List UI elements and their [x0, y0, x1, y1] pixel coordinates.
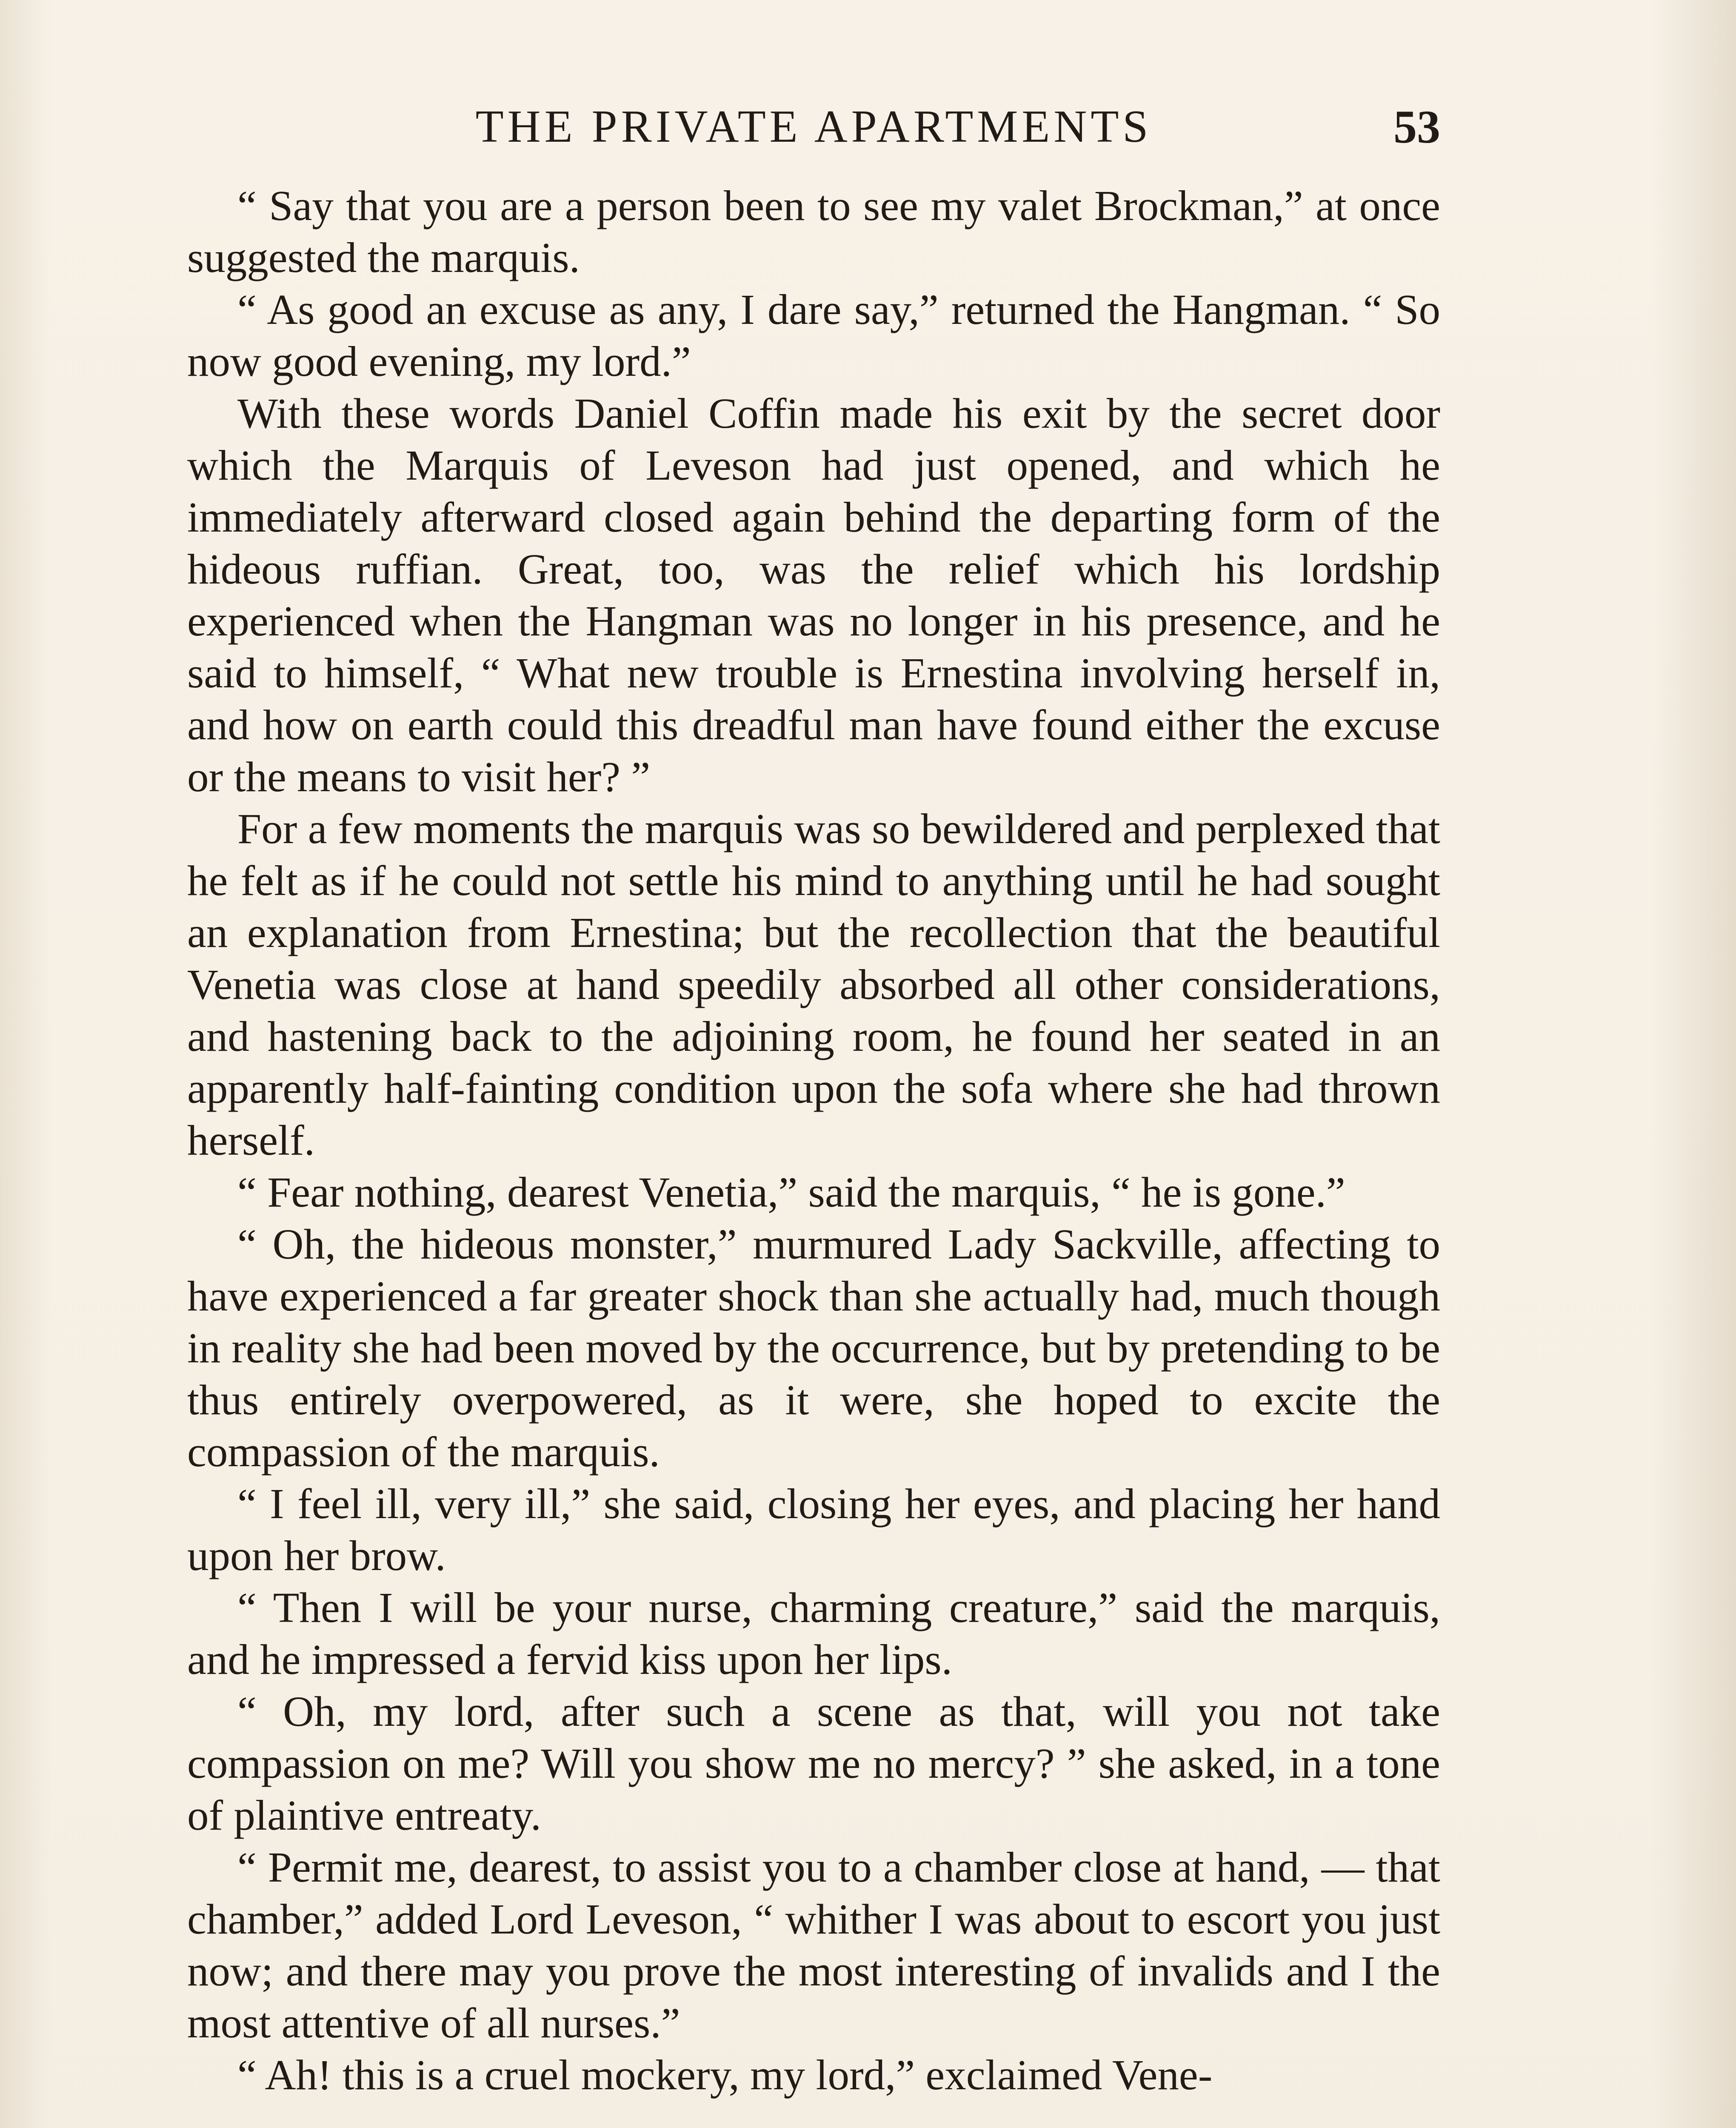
- body-text: [187, 180, 1440, 2101]
- running-head: THE PRIVATE APARTMENTS: [475, 101, 1152, 152]
- page-number: 53: [1393, 101, 1440, 153]
- paragraph-4: For a few moments the marquis was so bewildered and perplexed that he felt as if he could not settle his mind to anything until he had sought an explanation from Ernestina; but the recollection that the beautiful Venetia was close at hand speedily absorbed all other considerations, and hastening back to the adjoining room, he found her seated in an apparently half-fainting condition upon the sofa where she had thrown herself.: [187, 805, 1440, 1164]
- paragraph-6: “ Oh, the hideous monster,” murmured Lady Sackville, affecting to have experienced a far greater shock than she actually had, much though in reality she had been moved by the occurrence, but by pretending to be thus entirely overpowered, as it were, she hoped to excite the compassion of the marquis.: [187, 1220, 1440, 1476]
- paragraph-2: “ As good an excuse as any, I dare say,” returned the Hangman. “ So now good evening, my lord.”: [187, 286, 1440, 385]
- paragraph-5: “ Fear nothing, dearest Venetia,” said the marquis, “ he is gone.”: [237, 1168, 1345, 1216]
- paragraph-10: “ Permit me, dearest, to assist you to a chamber close at hand, — that chamber,” added Lord Leveson, “ whither I was about to escort you just now; and there may you prove the most interesting of invalids and I the most attentive of all nurses.”: [187, 1843, 1440, 2047]
- paragraph-3: With these words Daniel Coffin made his exit by the secret door which the Marquis of Leveson had just opened, and which he immediately afterward closed again behind the departing form of the hideous ruffian. Great, too, was the relief which his lordship experienced when the Hangman was no longer in his presence, and he said to himself, “ What new trouble is Ernestina involving herself in, and how on earth could this dreadful man have found either the excuse or the means to visit her? ”: [187, 389, 1440, 801]
- paragraph-9: “ Oh, my lord, after such a scene as that, will you not take compassion on me? Will you show me no mercy? ” she asked, in a tone of plaintive entreaty.: [187, 1688, 1440, 1839]
- paragraph-1: “ Say that you are a person been to see my valet Brockman,” at once suggested the marquis.: [187, 182, 1440, 281]
- paragraph-8: “ Then I will be your nurse, charming creature,” said the marquis, and he impressed a fervid kiss upon her lips.: [187, 1584, 1440, 1683]
- page-header: [187, 97, 1440, 157]
- paragraph-11: “ Ah! this is a cruel mockery, my lord,” exclaimed Vene-: [237, 2051, 1213, 2099]
- paragraph-7: “ I feel ill, very ill,” she said, closing her eyes, and placing her hand upon her brow.: [187, 1480, 1440, 1579]
